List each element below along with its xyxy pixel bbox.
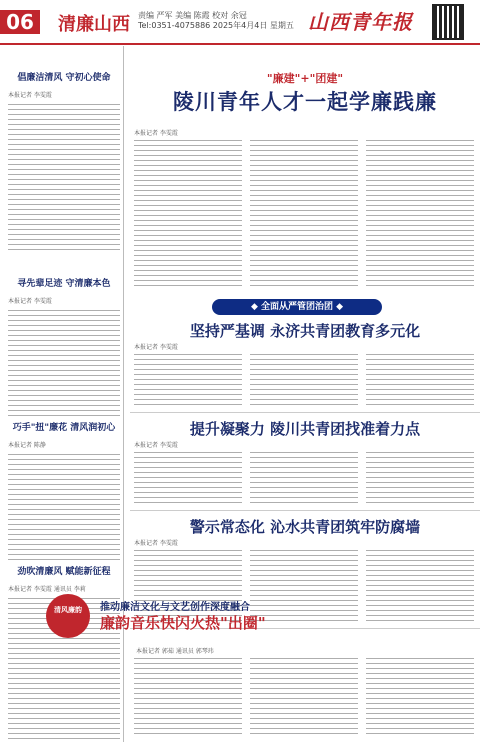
article-body (250, 656, 358, 736)
section-bar: ◆ 全面从严管团治团 ◆ (212, 299, 382, 315)
article-body (250, 138, 358, 288)
article-body (134, 138, 242, 288)
divider (130, 412, 480, 413)
article-body (134, 656, 242, 736)
article-byline: 本报记者 李雯霞 (134, 540, 178, 547)
main-area (130, 46, 480, 742)
meta-line-1: 责编 严军 美编 陈霞 校对 余冠 (138, 11, 247, 20)
page-meta (138, 11, 294, 31)
article-body (134, 352, 242, 408)
article-title: 警示常态化 沁水共青团筑牢防腐墙 (189, 518, 421, 536)
qr-code-icon (432, 4, 464, 40)
header-rule (0, 43, 480, 45)
article-body (250, 450, 358, 506)
left-article-byline: 本报记者 陈静 (8, 442, 46, 449)
section-title: 清廉山西 (58, 14, 130, 35)
article-title: 坚持严基调 永济共青团教育多元化 (189, 322, 421, 340)
left-article-1 (8, 72, 120, 252)
left-article-byline: 本报记者 李雯霞 (8, 298, 52, 305)
feature-title: 廉韵音乐快闪火热"出圈" (100, 614, 266, 632)
article-title: 提升凝聚力 陵川共青团找准着力点 (189, 420, 421, 438)
left-article-3 (8, 422, 120, 562)
left-article-title: 劲吹清廉风 赋能新征程 (17, 567, 111, 577)
article-body (366, 548, 474, 624)
article-body (366, 450, 474, 506)
article-body (366, 138, 474, 288)
article-body (8, 102, 120, 252)
left-column (0, 46, 124, 742)
article-body (250, 352, 358, 408)
article-body (250, 548, 358, 624)
meta-line-2: Tel:0351-4075886 2025年4月4日 星期五 (138, 21, 294, 30)
article-body (366, 656, 474, 736)
article-body (366, 352, 474, 408)
page-number: 06 (0, 10, 40, 34)
article-body (8, 452, 120, 562)
left-article-4 (8, 566, 120, 742)
left-article-2 (8, 278, 120, 418)
headline-kicker: "廉建"+"团建" (266, 72, 344, 85)
lead-headline: 陵川青年人才一起学廉践廉 (173, 89, 437, 114)
divider (130, 510, 480, 511)
newspaper-logo: 山西青年报 (308, 10, 413, 34)
left-article-title: 巧手"扭"廉花 清风润初心 (12, 423, 116, 433)
left-article-byline: 本报记者 李雯霞 (8, 92, 52, 99)
left-article-title: 倡廉洁清风 守初心使命 (17, 73, 111, 83)
feature-kicker: 推动廉洁文化与文艺创作深度融合 (100, 602, 250, 613)
feature-badge: 清风廉韵 (46, 594, 90, 638)
article-body (8, 308, 120, 418)
masthead (0, 0, 480, 44)
feature-byline: 本报记者 郭茹 通讯员 郭琴玮 (136, 648, 214, 655)
article-byline: 本报记者 李雯霞 (134, 442, 178, 449)
lead-byline: 本报记者 李雯霞 (134, 130, 178, 137)
article-body (134, 450, 242, 506)
article-byline: 本报记者 李雯霞 (134, 344, 178, 351)
left-article-byline: 本报记者 李雯霞 通讯员 李莉 (8, 586, 86, 593)
lead-headline-block (130, 46, 480, 136)
left-article-title: 寻先辈足迹 守清廉本色 (17, 279, 111, 289)
